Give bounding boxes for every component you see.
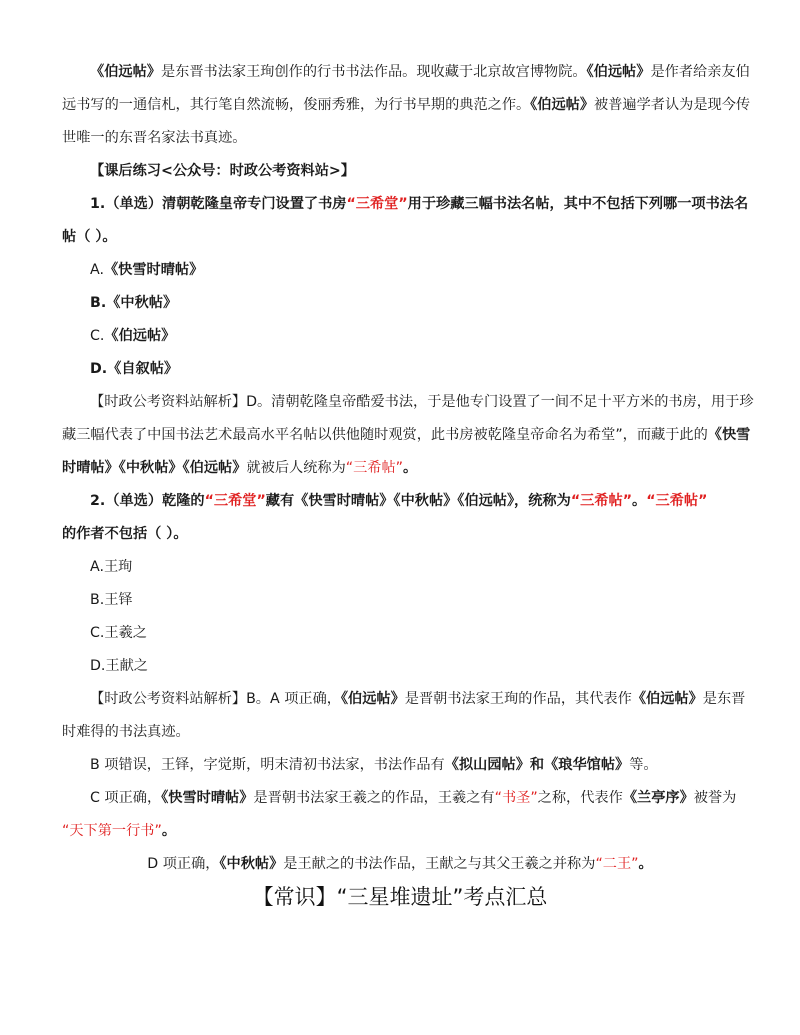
text-run: D.《自叙帖》 [90, 361, 179, 377]
text-run: 《伯远帖》 [340, 691, 405, 707]
text-run: D.王献之 [90, 658, 148, 674]
text-run: 《伯远帖》 [530, 97, 595, 113]
question-1-option-a [90, 260, 740, 280]
text-run: 2.（单选）乾隆的 [90, 493, 205, 509]
text-run: 是东晋 [702, 691, 746, 707]
text-run: 藏有《快雪时晴帖》《中秋帖》《伯远帖》，统称为 [265, 493, 571, 509]
intro-line-2 [62, 95, 751, 115]
intro-line-3 [62, 128, 742, 148]
text-run: 。 [403, 460, 418, 476]
text-run: 《拟山园帖》和《琅华馆帖》 [444, 757, 630, 773]
text-run: 等。 [629, 757, 658, 773]
text-run: 时难得的书法真迹。 [62, 724, 190, 740]
question-2-option-b [90, 590, 740, 610]
text-run: 用于珍藏三幅书法名帖，其中不包括下列哪一项书法名 [407, 196, 749, 212]
intro-line-1 [90, 62, 750, 82]
question-1-option-d [90, 359, 740, 379]
text-run: B 项错误，王铎，字觉斯，明末清初书法家，书法作品有 [90, 757, 445, 773]
text-run: 。 [632, 493, 647, 509]
text-run: B.王铎 [90, 592, 133, 608]
text-run: 是东晋书法家王珣创作的行书书法作品。现收藏于北京故宫博物院。 [160, 64, 587, 80]
text-run: 是作者给亲友伯 [650, 64, 750, 80]
text-run: 是王献之的书法作品，王献之与其父王羲之并称为 [283, 856, 596, 872]
text-run: 《伯远帖》 [586, 64, 651, 80]
text-run: 1.（单选）清朝乾隆皇帝专门设置了书房 [90, 196, 347, 212]
text-run: “三希帖” [570, 493, 633, 509]
text-run: C.王羲之 [90, 625, 147, 641]
text-run: 《快雪时晴帖》 [161, 790, 254, 806]
question-1-option-c [90, 326, 740, 346]
question-2-option-a [90, 557, 740, 577]
question-1-analysis-line-2 [62, 425, 751, 445]
text-run: 之称，代表作 [537, 790, 623, 806]
text-run: 帖（ ）。 [62, 229, 117, 245]
text-run: “三希堂” [204, 493, 266, 509]
question-2-option-c-note-line-1 [90, 788, 740, 808]
question-2-line-2 [62, 524, 742, 544]
question-2-option-d [90, 656, 740, 676]
text-run: A.王珣 [90, 559, 133, 575]
question-2-option-d-note [0, 854, 800, 874]
question-1-analysis-line-3 [62, 458, 742, 478]
text-run: 《兰亭序》 [622, 790, 694, 806]
question-2-option-c [90, 623, 740, 643]
text-run: 藏三幅代表了中国书法艺术最高水平名帖以供他随时观赏，此书房被乾隆皇帝命名为希堂”，而藏于此的 [62, 427, 708, 443]
text-run: 《伯远帖》 [104, 328, 176, 344]
text-run: 时晴帖》《中秋帖》《伯远帖》 [62, 460, 247, 476]
text-run: 的作者不包括（ ）。 [62, 526, 188, 542]
text-run: 世唯一的东晋名家法书真迹。 [62, 130, 247, 146]
question-2-analysis-line-2 [62, 722, 742, 742]
question-1-line-2 [62, 227, 742, 247]
text-run: 。 [161, 823, 177, 839]
text-run: 被誉为 [693, 790, 737, 806]
text-run: 是晋朝书法家王珣的作品，其代表作 [404, 691, 632, 707]
text-run: 《快雪 [707, 427, 751, 443]
text-run: C 项正确， [90, 790, 162, 806]
text-run: “三希帖” [646, 493, 708, 509]
question-1-option-b [90, 293, 740, 313]
question-2-line-1 [90, 491, 740, 511]
exercise-header: 【课后练习<公众号：时政公考资料站>】 [90, 163, 355, 179]
text-run: D 项正确， [147, 856, 220, 872]
text-run: 。 [638, 856, 653, 872]
text-run: 《伯远帖》 [90, 64, 161, 80]
text-run: C. [90, 328, 105, 344]
text-run: “三希堂” [346, 196, 408, 212]
text-run: “三希帖” [345, 460, 404, 476]
question-1-line-1 [90, 194, 749, 214]
question-2-analysis-line-1 [90, 689, 746, 709]
text-run: 【时政公考资料站解析】B。A 项正确， [90, 691, 341, 707]
text-run: 是晋朝书法家王羲之的作品，王羲之有 [253, 790, 495, 806]
text-run: 远书写的一通信札，其行笔自然流畅，俊丽秀雅，为行书早期的典范之作。 [62, 97, 531, 113]
text-run: 《中秋帖》 [219, 856, 284, 872]
text-run: B.《中秋帖》 [90, 295, 178, 311]
text-run: 《快雪时晴帖》 [103, 262, 204, 278]
question-1-analysis-line-1 [90, 392, 754, 412]
question-2-option-b-note [90, 755, 740, 775]
text-run: 《伯远帖》 [631, 691, 703, 707]
text-run: “书圣” [494, 790, 538, 806]
section-heading: 【常识】“三星堆遗址”考点汇总 [252, 885, 548, 909]
text-run: “二王” [595, 856, 639, 872]
text-run: “天下第一行书” [62, 823, 162, 839]
text-run: 就被后人统称为 [246, 460, 346, 476]
text-run: 【时政公考资料站解析】D。清朝乾隆皇帝酷爱书法，于是他专门设置了一间不足十平方米的书房，用于珍 [90, 394, 754, 410]
question-2-option-c-note-line-2 [62, 821, 742, 841]
text-run: A. [90, 262, 104, 278]
text-run: 被普遍学者认为是现今传 [594, 97, 751, 113]
